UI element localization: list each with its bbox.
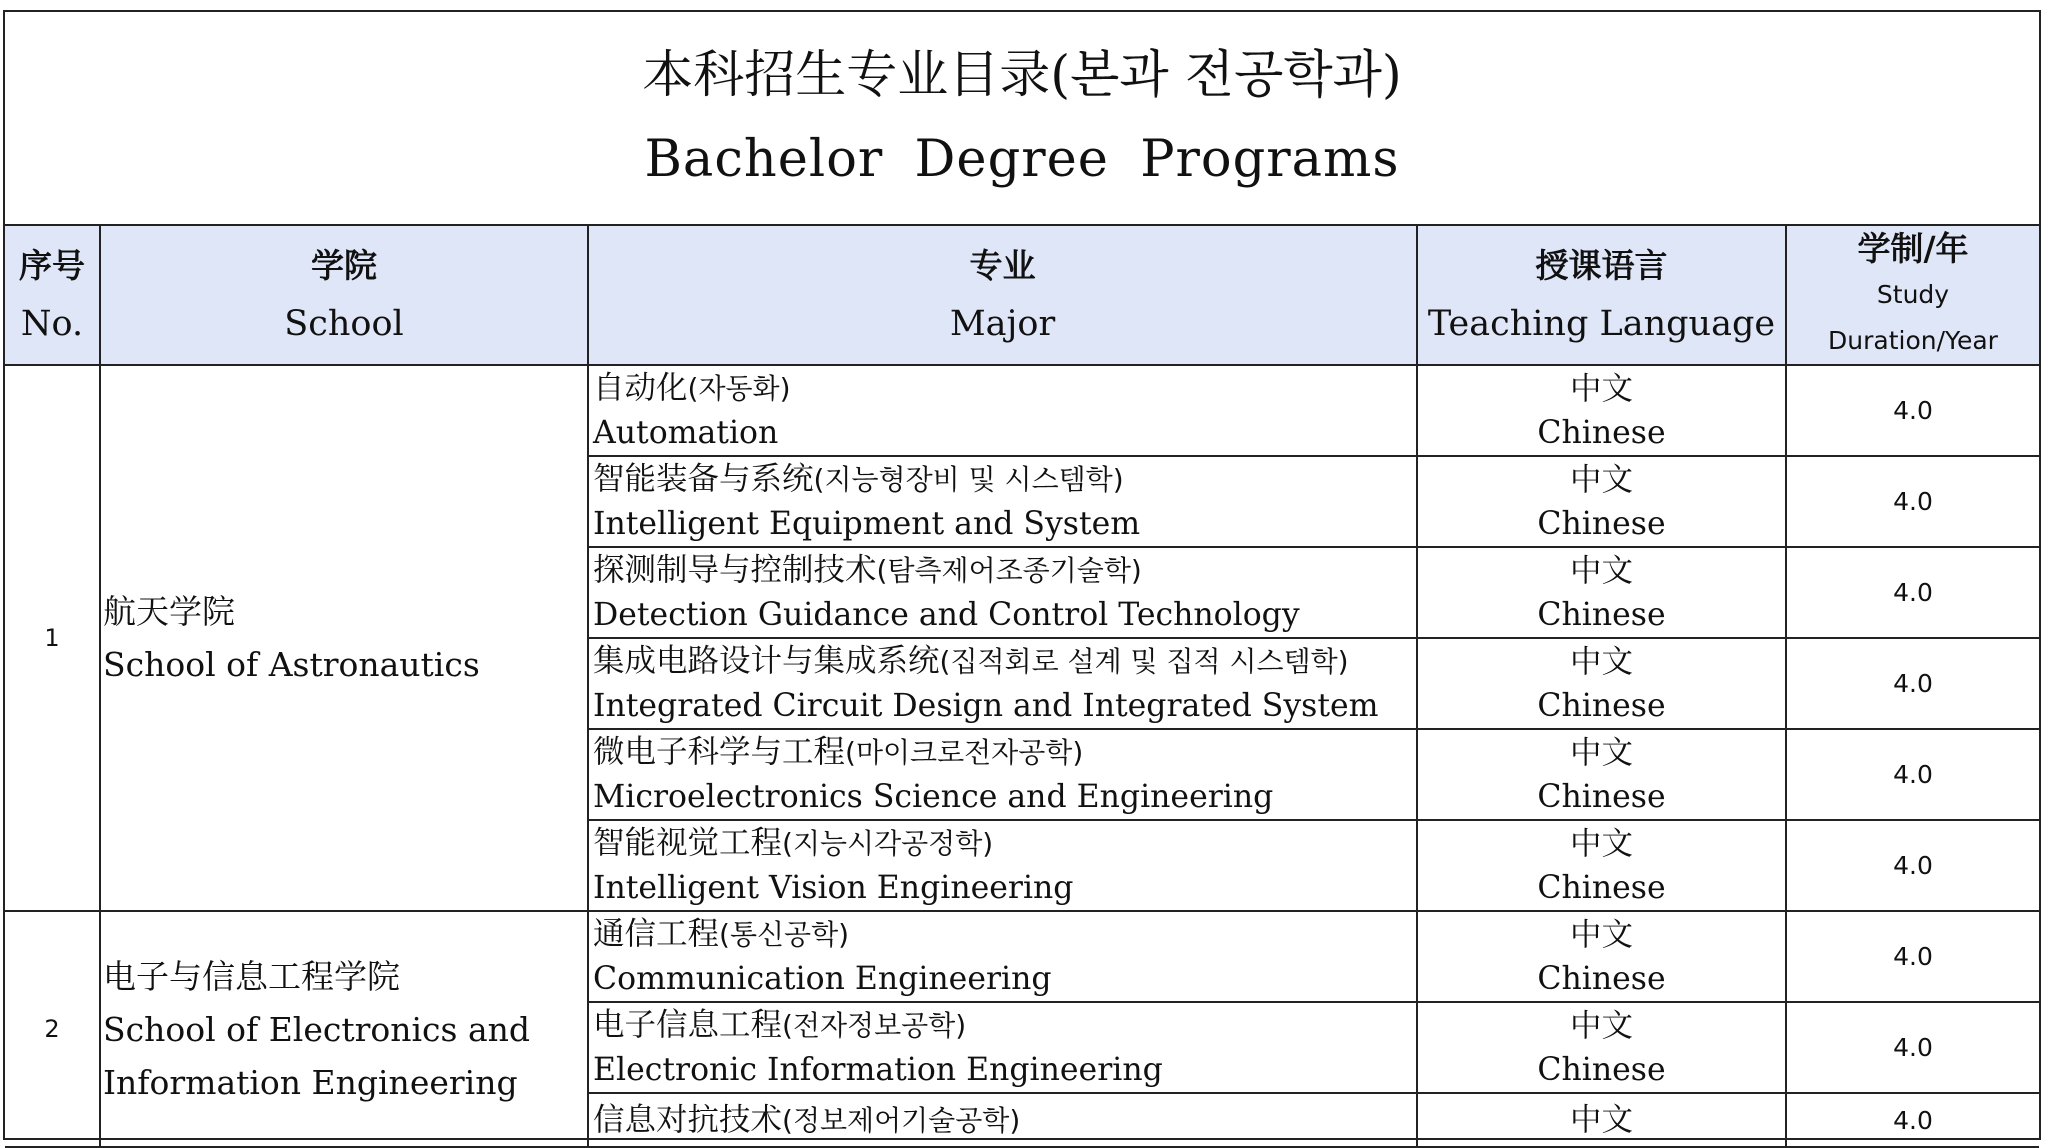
duration-cell bbox=[1786, 1002, 2039, 1093]
row-number-text: 2 bbox=[44, 1015, 60, 1043]
major-name-line bbox=[593, 639, 1416, 684]
language-en: Chinese bbox=[1537, 960, 1666, 997]
duration-cell bbox=[1786, 911, 2039, 1002]
major-name-en: Automation bbox=[593, 415, 779, 451]
school-name-cn: 航天学院 bbox=[103, 592, 235, 631]
major-name-cn: 探测制导与控制技术 bbox=[593, 552, 877, 588]
school-name-en: School of Astronautics bbox=[103, 645, 480, 684]
language-cn: 中文 bbox=[1569, 916, 1633, 953]
table-row bbox=[5, 911, 2039, 1002]
major-name-en: Microelectronics Science and Engineering bbox=[593, 779, 1274, 815]
duration-cell bbox=[1786, 547, 2039, 638]
table-body bbox=[5, 365, 2039, 1147]
header-language bbox=[1417, 226, 1786, 365]
major-name-ko: (집적회로 설계 및 집적 시스템학) bbox=[939, 645, 1349, 678]
language-en: Chinese bbox=[1537, 869, 1666, 906]
duration-value: 4.0 bbox=[1893, 578, 1933, 607]
header-school-cn: 学院 bbox=[311, 246, 377, 285]
major-name-en: Detection Guidance and Control Technology bbox=[593, 597, 1300, 633]
language-cn: 中文 bbox=[1569, 643, 1633, 680]
language-cn: 中文 bbox=[1569, 825, 1633, 862]
table-row bbox=[5, 365, 2039, 456]
header-language-cn: 授课语言 bbox=[1535, 246, 1668, 285]
major-name-en: Electronic Information Engineering bbox=[593, 1052, 1163, 1088]
header-no-cn: 序号 bbox=[19, 246, 85, 285]
major-cell bbox=[588, 638, 1417, 729]
language-en: Chinese bbox=[1537, 687, 1666, 724]
row-number-text: 1 bbox=[44, 624, 60, 652]
major-name-line bbox=[593, 366, 1416, 411]
major-name-ko: (지능시각공정학) bbox=[782, 827, 994, 860]
major-name-ko: (정보제어기술공학) bbox=[782, 1103, 1021, 1137]
major-name-ko: (통신공학) bbox=[719, 918, 850, 951]
programs-sheet bbox=[3, 10, 2041, 1140]
duration-value: 4.0 bbox=[1893, 760, 1933, 789]
major-name-line bbox=[593, 1098, 1416, 1143]
major-name-line bbox=[593, 548, 1416, 593]
major-name-line bbox=[593, 821, 1416, 866]
major-name-cn: 微电子科学与工程 bbox=[593, 734, 846, 770]
major-name-cn: 信息对抗技术 bbox=[593, 1101, 783, 1138]
language-en: Chinese bbox=[1537, 596, 1666, 633]
major-name-cn: 智能装备与系统 bbox=[593, 461, 814, 497]
major-name-ko: (자동화) bbox=[687, 372, 791, 405]
major-name-cn: 智能视觉工程 bbox=[593, 825, 783, 861]
major-name-en: Integrated Circuit Design and Integrated System bbox=[593, 688, 1379, 724]
major-cell bbox=[588, 1002, 1417, 1093]
major-name-en: Intelligent Vision Engineering bbox=[593, 870, 1074, 906]
duration-cell bbox=[1786, 365, 2039, 456]
major-cell bbox=[588, 820, 1417, 911]
header-duration-en2: Duration/Year bbox=[1828, 326, 1998, 355]
header-major bbox=[588, 226, 1417, 365]
major-name-line bbox=[593, 912, 1416, 957]
school-cell bbox=[100, 365, 588, 911]
language-cn: 中文 bbox=[1569, 552, 1633, 589]
duration-value: 4.0 bbox=[1893, 1105, 1933, 1135]
row-number bbox=[5, 365, 100, 911]
language-cell bbox=[1417, 729, 1786, 820]
major-name-ko: (지능형장비 및 시스템학) bbox=[813, 463, 1124, 496]
language-cell bbox=[1417, 547, 1786, 638]
school-name-cn: 电子与信息工程学院 bbox=[103, 956, 400, 996]
programs-table bbox=[5, 226, 2039, 1148]
header-no bbox=[5, 226, 100, 365]
language-cell bbox=[1417, 1093, 1786, 1147]
title-block bbox=[5, 12, 2039, 226]
header-row bbox=[5, 226, 2039, 365]
major-name-en: Communication Engineering bbox=[593, 961, 1052, 997]
duration-cell bbox=[1786, 456, 2039, 547]
major-name-ko: (탐측제어조종기술학) bbox=[876, 554, 1142, 587]
header-major-en: Major bbox=[949, 304, 1056, 344]
language-en: Chinese bbox=[1537, 778, 1666, 815]
major-name-cn: 通信工程 bbox=[593, 916, 720, 952]
major-cell bbox=[588, 547, 1417, 638]
duration-value: 4.0 bbox=[1893, 1033, 1933, 1062]
major-name-ko: (마이크로전자공학) bbox=[845, 736, 1084, 769]
major-name-ko: (전자정보공학) bbox=[782, 1009, 967, 1042]
language-cell bbox=[1417, 820, 1786, 911]
language-cn: 中文 bbox=[1569, 1102, 1633, 1138]
header-school bbox=[100, 226, 588, 365]
language-cn: 中文 bbox=[1569, 1007, 1633, 1044]
major-name-cn: 自动化 bbox=[593, 370, 688, 406]
language-cell bbox=[1417, 911, 1786, 1002]
title-chinese: 本科招生专业目录(본과 전공학과) bbox=[642, 46, 1402, 105]
major-cell bbox=[588, 365, 1417, 456]
duration-value: 4.0 bbox=[1893, 942, 1933, 971]
major-name-cn: 集成电路设计与集成系统 bbox=[593, 643, 940, 679]
duration-value: 4.0 bbox=[1893, 396, 1933, 425]
header-school-en: School bbox=[284, 304, 404, 344]
duration-value: 4.0 bbox=[1893, 851, 1933, 880]
major-name-en: Intelligent Equipment and System bbox=[593, 506, 1141, 542]
header-duration bbox=[1786, 226, 2039, 365]
major-name-line bbox=[593, 1003, 1416, 1048]
language-cell bbox=[1417, 456, 1786, 547]
language-en: Chinese bbox=[1537, 505, 1666, 542]
language-cell bbox=[1417, 638, 1786, 729]
title-english: Bachelor Degree Programs bbox=[644, 130, 1400, 189]
duration-value: 4.0 bbox=[1893, 669, 1933, 698]
language-en: Chinese bbox=[1537, 1051, 1666, 1088]
major-cell bbox=[588, 911, 1417, 1002]
school-name-en: School of Electronics and bbox=[103, 1009, 531, 1049]
language-cn: 中文 bbox=[1569, 734, 1633, 771]
duration-cell bbox=[1786, 729, 2039, 820]
school-name-en-line2: Information Engineering bbox=[103, 1062, 518, 1102]
header-duration-cn: 学制/年 bbox=[1857, 229, 1969, 268]
major-cell bbox=[588, 1093, 1417, 1147]
major-cell bbox=[588, 456, 1417, 547]
duration-cell bbox=[1786, 638, 2039, 729]
duration-value: 4.0 bbox=[1893, 487, 1933, 516]
header-duration-en1: Study bbox=[1876, 280, 1950, 309]
major-name-cn: 电子信息工程 bbox=[593, 1007, 783, 1043]
duration-cell bbox=[1786, 820, 2039, 911]
major-name-line bbox=[593, 457, 1416, 502]
language-cn: 中文 bbox=[1569, 461, 1633, 498]
row-number bbox=[5, 911, 100, 1147]
language-cell bbox=[1417, 365, 1786, 456]
language-cn: 中文 bbox=[1569, 370, 1633, 407]
major-name-line bbox=[593, 730, 1416, 775]
header-language-en: Teaching Language bbox=[1427, 304, 1776, 344]
language-cell bbox=[1417, 1002, 1786, 1093]
major-cell bbox=[588, 729, 1417, 820]
header-major-cn: 专业 bbox=[969, 246, 1036, 285]
language-en: Chinese bbox=[1537, 414, 1666, 451]
school-cell bbox=[100, 911, 588, 1147]
duration-cell bbox=[1786, 1093, 2039, 1147]
header-no-en: No. bbox=[20, 304, 84, 344]
